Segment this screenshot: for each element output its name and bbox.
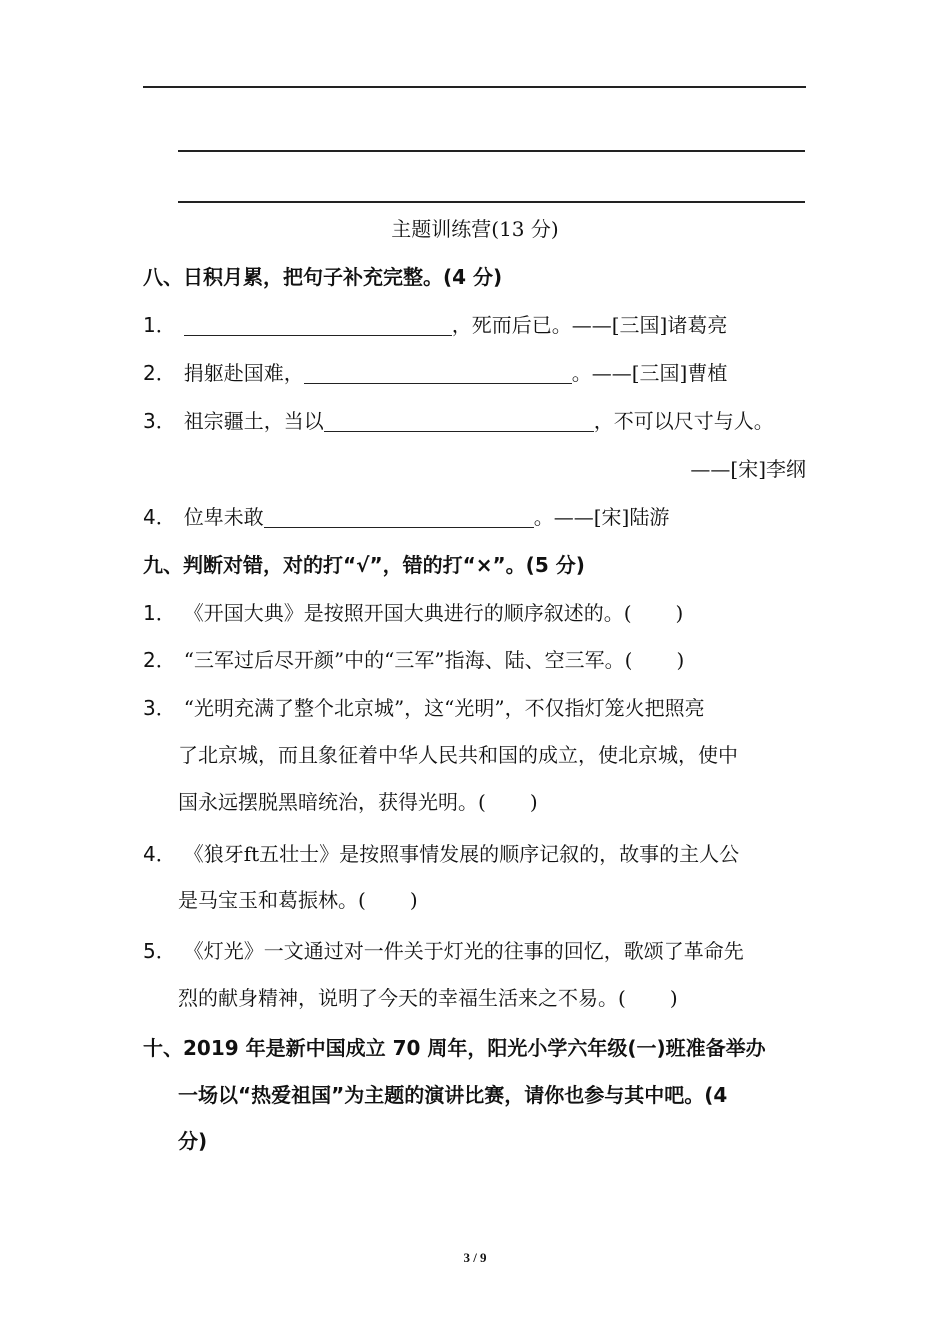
q9-item-5-number: 5．	[143, 939, 176, 963]
close-paren: )	[675, 601, 684, 625]
q9-item-1	[143, 599, 683, 627]
q9-item-3-number: 3．	[143, 696, 176, 720]
q8-item-1-after: ，死而后已。——[三国]诸葛亮	[451, 313, 728, 337]
q8-item-4-number: 4．	[143, 505, 176, 529]
q9-item-4-text-2: 是马宝玉和葛振林。(	[178, 888, 366, 912]
q8-item-4-before: 位卑未敢	[183, 505, 264, 529]
q8-item-1-number: 1．	[143, 313, 176, 337]
q9-item-2-text: “三军过后尽开颜”中的“三军”指海、陆、空三军。(	[183, 648, 633, 672]
q9-item-3-line-1	[143, 694, 705, 722]
question-10-line-3: 分)	[178, 1129, 208, 1153]
q8-item-3-blank[interactable]	[324, 409, 594, 432]
q8-item-3-number: 3．	[143, 409, 176, 433]
q9-item-2-number: 2．	[143, 648, 176, 672]
q9-item-4-number: 4．	[143, 842, 176, 866]
q9-item-5-line-2	[178, 984, 678, 1012]
q9-item-4-line-1	[143, 840, 739, 868]
q9-item-4-text-1: 《狼牙ft五壮士》是按照事情发展的顺序记叙的，故事的主人公	[183, 842, 740, 866]
answer-line-3[interactable]	[178, 201, 805, 203]
q8-item-2-before: 捐躯赴国难，	[183, 361, 304, 385]
q8-item-3-after: ，不可以尺寸与人。	[593, 409, 774, 433]
q8-item-4	[143, 503, 669, 531]
answer-line-1[interactable]	[143, 86, 806, 88]
q9-item-3-text-1: “光明充满了整个北京城”，这“光明”，不仅指灯笼火把照亮	[183, 696, 705, 720]
q9-item-5-text-2: 烈的献身精神，说明了今天的幸福生活来之不易。(	[178, 986, 626, 1010]
section-title: 主题训练营(13 分)	[391, 217, 559, 241]
close-paren: )	[529, 790, 538, 814]
q8-item-3	[143, 407, 774, 435]
q8-item-4-blank[interactable]	[264, 505, 534, 528]
question-10-line-1: 十、2019 年是新中国成立 70 周年，阳光小学六年级(一)班准备举办	[143, 1036, 766, 1060]
question-8-heading: 八、日积月累，把句子补充完整。(4 分)	[143, 265, 503, 289]
q8-item-2-blank[interactable]	[304, 361, 572, 384]
page-number: 3 / 9	[463, 1250, 487, 1265]
q9-item-3-text-3: 国永远摆脱黑暗统治，获得光明。(	[178, 790, 486, 814]
close-paren: )	[409, 888, 418, 912]
q9-item-5-line-1	[143, 937, 744, 965]
q8-item-4-after: 。——[宋]陆游	[533, 505, 670, 529]
close-paren: )	[676, 648, 685, 672]
q8-item-3-before: 祖宗疆土，当以	[183, 409, 324, 433]
q9-item-2	[143, 646, 684, 674]
q9-item-3-line-2: 了北京城，而且象征着中华人民共和国的成立，使北京城，使中	[178, 743, 738, 767]
q8-item-2-after: 。——[三国]曹植	[571, 361, 728, 385]
question-10-line-2: 一场以“热爱祖国”为主题的演讲比赛，请你也参与其中吧。(4	[178, 1083, 728, 1107]
question-9-heading: 九、判断对错，对的打“√”，错的打“×”。(5 分)	[143, 553, 585, 577]
q9-item-1-number: 1．	[143, 601, 176, 625]
close-paren: )	[669, 986, 678, 1010]
q8-item-3-source: ——[宋]李纲	[690, 457, 806, 481]
q9-item-3-line-3	[178, 788, 538, 816]
q9-item-5-text-1: 《灯光》一文通过对一件关于灯光的往事的回忆，歌颂了革命先	[183, 939, 744, 963]
q8-item-1	[143, 311, 727, 339]
answer-line-2[interactable]	[178, 150, 805, 152]
q8-item-2-number: 2．	[143, 361, 176, 385]
q8-item-1-blank[interactable]	[184, 313, 452, 336]
q9-item-1-text: 《开国大典》是按照开国大典进行的顺序叙述的。(	[183, 601, 632, 625]
q8-item-2	[143, 359, 727, 387]
q9-item-4-line-2	[178, 886, 418, 914]
